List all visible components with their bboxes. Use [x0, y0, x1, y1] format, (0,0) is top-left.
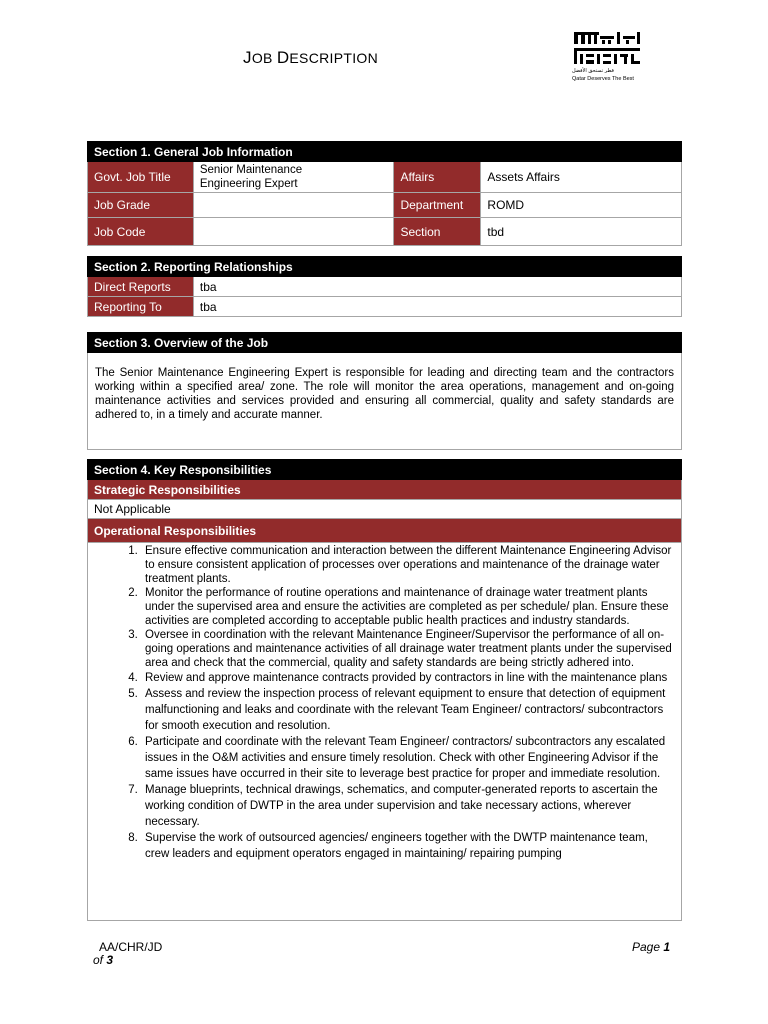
strategic-responsibilities-value: Not Applicable: [88, 500, 682, 519]
job-code-label: Job Code: [88, 218, 194, 246]
section2-table: [87, 256, 682, 317]
responsibility-item: 6. Participate and coordinate with the relevant Team Engineer/ contractors/ subcontractors any escalated issues in the O&M activities and ensure timely resolution. Check with other Engineering Advisor if the same issues have occurred in their site to leverage best practice for proper and immediate resolution.: [141, 734, 675, 782]
responsibility-item: 2. Monitor the performance of routine operations and maintenance of drainage water treatment plants under the supervised area and ensure the activities are completed as per schedule/ plan. Ensure these activities are completed according to acceptable public health practices and industry standards.: [141, 586, 675, 628]
department-value: ROMD: [481, 193, 682, 218]
responsibility-item: 7. Manage blueprints, technical drawings, schematics, and computer-generated reports to ascertain the working condition of DWTP in the area under supervision and take necessary actions, wherever necessary.: [141, 782, 675, 830]
section4-table: [87, 459, 682, 921]
direct-reports-label: Direct Reports: [88, 277, 194, 297]
operational-responsibilities-list: [88, 544, 681, 862]
operational-responsibilities-list-cell: [88, 543, 682, 921]
job-overview-text: The Senior Maintenance Engineering Expert is responsible for leading and directing team and the contractors working within a specified area/ zone. The role will monitor the area operations, management and on-going maintenance activities and services provided and ensuring all commercial, quality and safety standards are adhered to, in a timely and accurate manner.: [88, 353, 682, 450]
strategic-responsibilities-heading: Strategic Responsibilities: [88, 480, 682, 500]
section-label: Section: [394, 218, 481, 246]
govt-job-title-label: Govt. Job Title: [88, 162, 194, 193]
job-grade-label: Job Grade: [88, 193, 194, 218]
page-number: Page 1: [632, 940, 671, 954]
section4-heading: Section 4. Key Responsibilities: [88, 460, 682, 480]
department-label: Department: [394, 193, 481, 218]
responsibility-item: 1. Ensure effective communication and interaction between the different Maintenance Engineering Advisor to ensure consistent application of processes over operations and maintenance of the drainage water treatment plants.: [141, 544, 675, 586]
section1-heading: Section 1. General Job Information: [88, 142, 682, 162]
section-value: tbd: [481, 218, 682, 246]
page-total: of 3: [93, 953, 114, 967]
ashghal-logo: [572, 30, 642, 86]
responsibility-item: 8. Supervise the work of outsourced agencies/ engineers together with the DWTP maintenance team, crew leaders and equipment operators engaged in maintaining/ repairing pumping: [141, 830, 675, 862]
job-code-value: [193, 218, 394, 246]
responsibility-item: 3. Oversee in coordination with the relevant Maintenance Engineer/Supervisor the performance of all on-going operations and maintenance activities of all drainage water treatment plants under the supervised area and check that the commercial, quality and safety standards are being strictly adhered into.: [141, 628, 675, 670]
affairs-value: Assets Affairs: [481, 162, 682, 193]
section3-heading: Section 3. Overview of the Job: [88, 333, 682, 353]
responsibility-item: 4. Review and approve maintenance contracts provided by contractors in line with the maintenance plans: [141, 670, 675, 686]
responsibility-item: 5. Assess and review the inspection process of relevant equipment to ensure that detection of equipment malfunctioning and leaks and coordinate with the relevant Team Engineer/ contractors/ subcontractors for smooth execution and resolution.: [141, 686, 675, 734]
document-code: AA/CHR/JD: [99, 940, 163, 954]
logo-tagline-english: Qatar Deserves The Best: [572, 76, 634, 82]
logo-tagline-arabic: قطر تستحق الأفضل: [572, 68, 614, 74]
section3-table: [87, 332, 682, 450]
section2-heading: Section 2. Reporting Relationships: [88, 257, 682, 277]
affairs-label: Affairs: [394, 162, 481, 193]
section1-table: [87, 141, 682, 246]
govt-job-title-value: Senior Maintenance Engineering Expert: [193, 162, 394, 193]
document-title: JOB DESCRIPTION: [243, 48, 378, 67]
operational-responsibilities-heading: Operational Responsibilities: [88, 519, 682, 543]
reporting-to-value: tba: [193, 297, 681, 317]
reporting-to-label: Reporting To: [88, 297, 194, 317]
ashghal-logo-mark: [572, 30, 642, 68]
job-grade-value: [193, 193, 394, 218]
direct-reports-value: tba: [193, 277, 681, 297]
